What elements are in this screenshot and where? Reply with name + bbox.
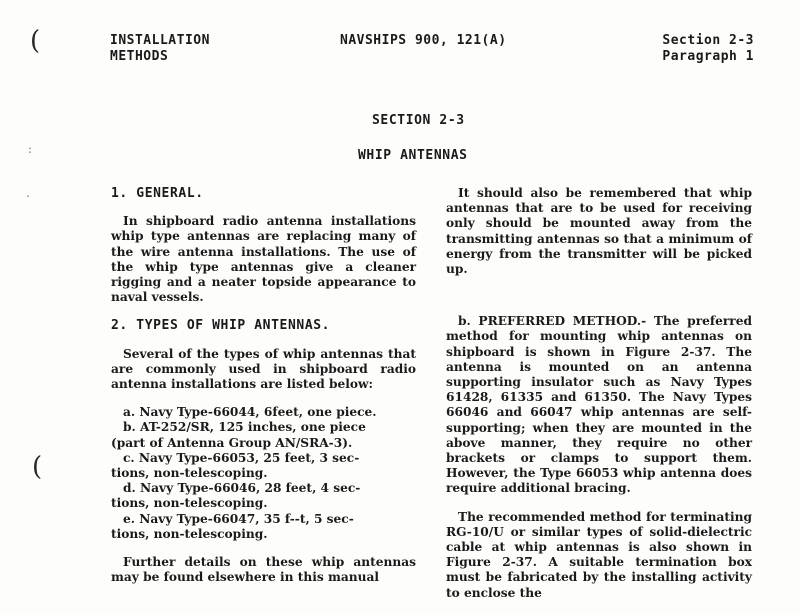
left-column bbox=[111, 186, 416, 598]
receiving-antennas-paragraph: It should also be remembered that whip antennas that are to be used for receiving only should be mounted away from the transmitting antennas so that a minimum of energy from the transmitter will be picked up. bbox=[446, 186, 752, 277]
list-item-continuation: tions, non-telescoping. bbox=[111, 466, 268, 481]
general-paragraph: In shipboard radio antenna installations whip type antennas are replacing many of the wire antenna installations. The use of the whip type antennas give a cleaner rigging and a neater topside appearance to naval vessels. bbox=[111, 214, 416, 305]
header-section-ref: Section 2-3 bbox=[662, 33, 754, 48]
list-item: c. Navy Type-66053, 25 feet, 3 sec- bbox=[123, 450, 360, 465]
right-column bbox=[446, 186, 752, 614]
margin-speck-2: . bbox=[26, 186, 30, 200]
header-left-line1: INSTALLATION bbox=[110, 33, 210, 48]
header-paragraph-ref: Paragraph 1 bbox=[662, 49, 754, 64]
header-left bbox=[110, 33, 210, 65]
list-item: a. Navy Type-66044, 6feet, one piece. bbox=[123, 405, 377, 420]
margin-mark-middle: ( bbox=[32, 452, 43, 482]
list-item: e. Navy Type-66047, 35 f--t, 5 sec- bbox=[123, 511, 354, 526]
further-details-paragraph: Further details on these whip antennas may be found elsewhere in this manual bbox=[111, 555, 416, 585]
general-heading: 1. GENERAL. bbox=[111, 186, 204, 201]
list-item: d. Navy Type-66046, 28 feet, 4 sec- bbox=[123, 481, 361, 496]
header-document-number: NAVSHIPS 900, 121(A) bbox=[340, 33, 507, 48]
list-item-continuation: tions, non-telescoping. bbox=[111, 526, 268, 541]
header-center bbox=[340, 33, 507, 49]
types-paragraph: Several of the types of whip antennas that are commonly used in shipboard radio antenna installations are listed below: bbox=[111, 346, 416, 392]
margin-mark-top: ( bbox=[30, 26, 41, 56]
header-left-line2: METHODS bbox=[110, 49, 169, 64]
preferred-method-paragraph: b. PREFERRED METHOD.- The preferred method for mounting whip antennas on shipboard is shown in Figure 2-37. The antenna is mounted on an antenna supporting insulator such as Navy Types 61428, 61335 and 61350. The Navy Types 66046 and 66047 whip antennas are self-supporting; when they are mounted in the above manner, they require no other brackets or clamps to support them. However, the Type 66053 whip antenna does require additional bracing. bbox=[446, 314, 752, 496]
list-item: b. AT-252/SR, 125 inches, one piece bbox=[123, 420, 366, 435]
section-subtitle: WHIP ANTENNAS bbox=[358, 148, 468, 163]
list-item-continuation: tions, non-telescoping. bbox=[111, 496, 268, 511]
types-heading: 2. TYPES OF WHIP ANTENNAS. bbox=[111, 318, 331, 334]
header-right bbox=[662, 33, 754, 65]
list-item-continuation: (part of Antenna Group AN/SRA-3). bbox=[111, 435, 353, 450]
section-title: SECTION 2-3 bbox=[372, 113, 465, 128]
antenna-type-list bbox=[111, 405, 416, 542]
margin-speck-1: : bbox=[28, 142, 33, 156]
termination-paragraph: The recommended method for terminating RG-10/U or similar types of solid-dielectric cable at whip antennas is also shown in Figure 2-37. A suitable termination box must be fabricated by the installing activity to enclose the bbox=[446, 509, 752, 600]
